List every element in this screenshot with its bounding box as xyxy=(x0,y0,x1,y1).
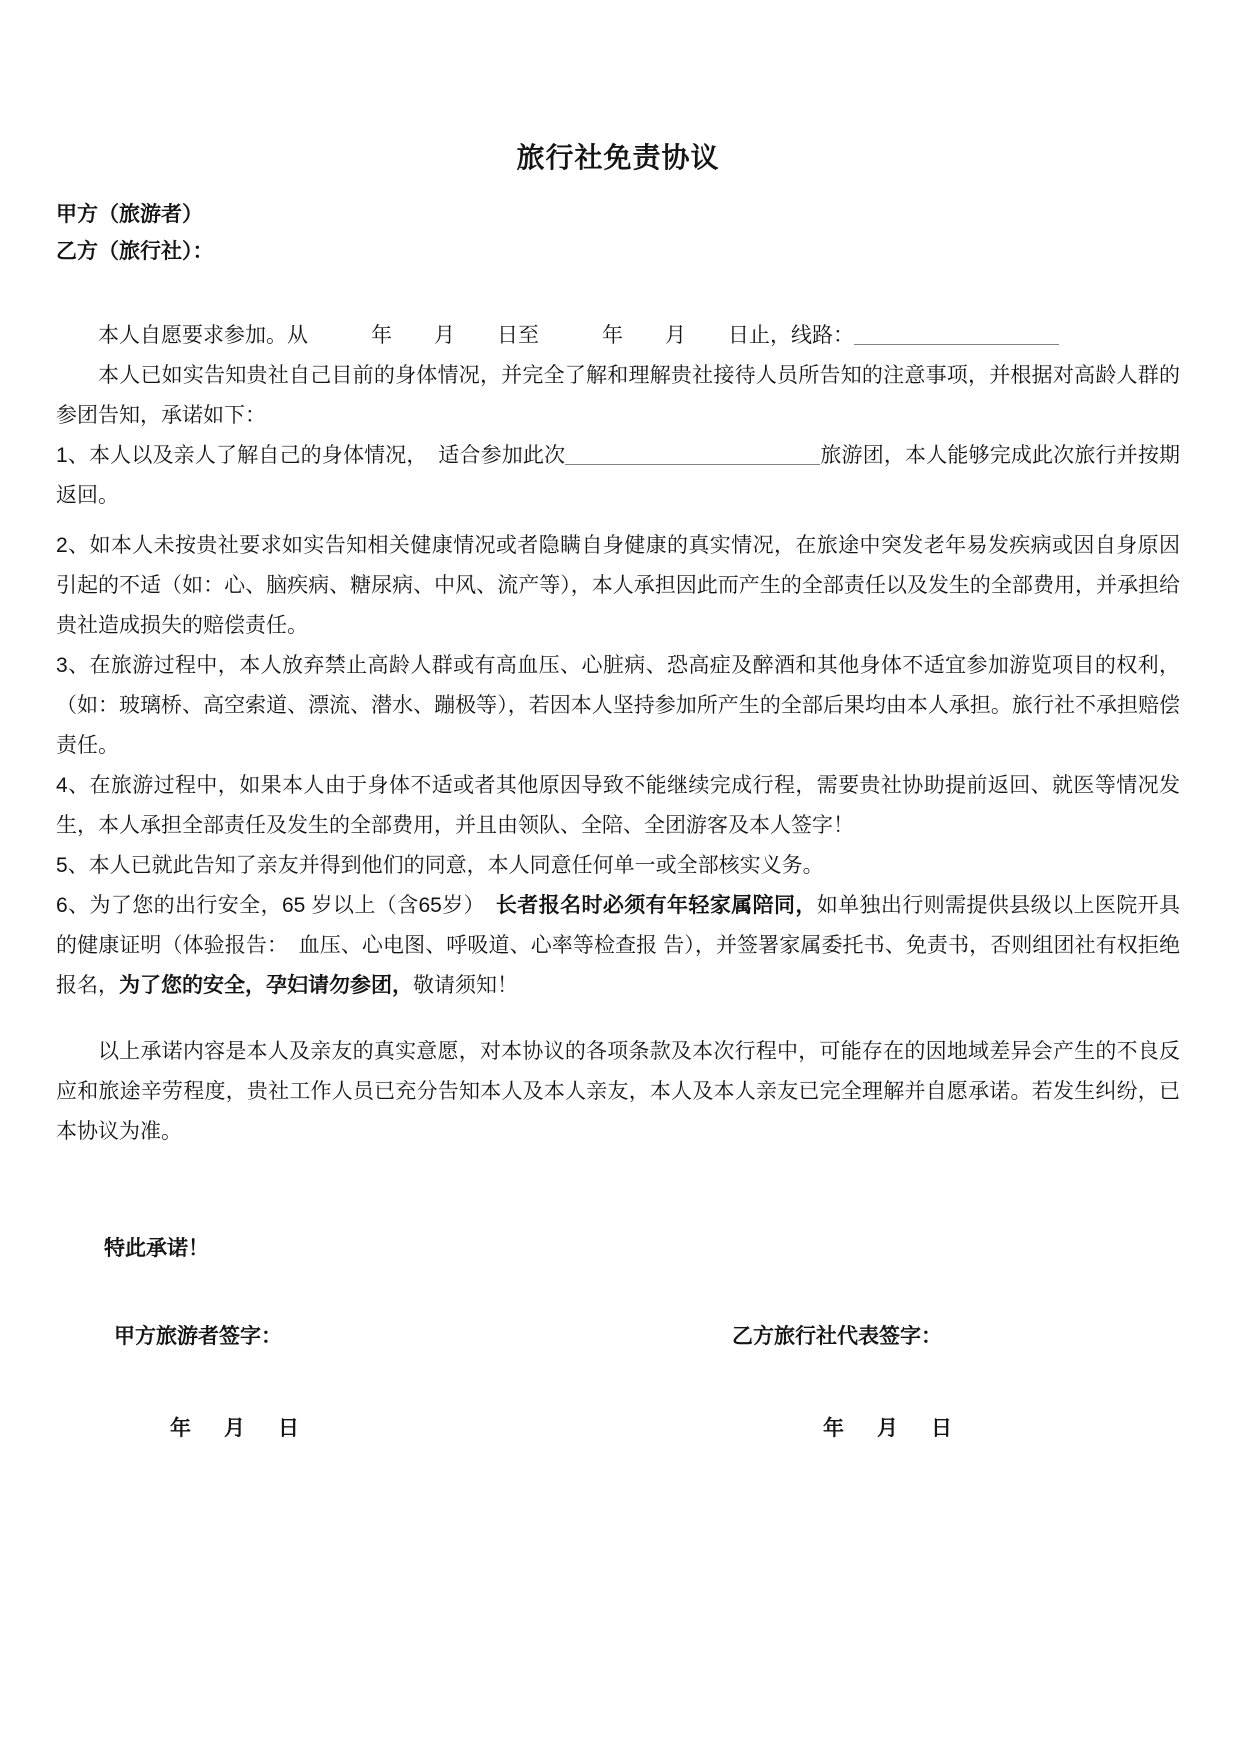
party-b-signature-label: 乙方旅行社代表签字： xyxy=(732,1325,942,1348)
party-a-signature-label: 甲方旅游者签字： xyxy=(114,1325,282,1348)
document-title: 旅行社免责协议 xyxy=(516,142,720,173)
signature-row xyxy=(56,1320,1180,1350)
party-b-date-line: 年 月 日 xyxy=(823,1417,958,1440)
tour-name-blank-line xyxy=(565,444,820,465)
party-a-line: 甲方（旅游者） xyxy=(56,203,203,226)
agreement-body xyxy=(56,316,1180,1152)
text-segment: 为了您的安全，孕妇请勿参团， xyxy=(119,974,413,997)
pledge-line: 特此承诺！ xyxy=(104,1237,209,1260)
clause-2 xyxy=(56,526,1180,646)
clause-4 xyxy=(56,766,1180,846)
clause-5 xyxy=(56,846,1180,886)
clause-6 xyxy=(56,886,1180,1006)
closing-statement xyxy=(56,1032,1180,1152)
text-segment: 敬请须知！ xyxy=(413,974,518,997)
clause-3 xyxy=(56,646,1180,766)
text-segment: 4、在旅游过程中，如果本人由于身体不适或者其他原因导致不能继续完成行程，需要贵社协助提前返回、就医等情况发生，本人承担全部责任及发生的全部费用，并且由领队、全陪、全团游客及本人签字！ xyxy=(56,774,1180,837)
text-segment: 如单独出行则需提供县级以上医院开具的健康证明（体验报告： 血压、心电图、呼吸道、心率等检查报 告），并签署家属委托书、免责书，否则组团社有权拒绝报名， xyxy=(56,894,1181,997)
date-row xyxy=(56,1412,1180,1442)
text-segment: 以上承诺内容是本人及亲友的真实意愿，对本协议的各项条款及本次行程中，可能存在的因地域差异会产生的不良反应和旅途辛劳程度，贵社工作人员已充分告知本人及本人亲友，本人及本人亲友已完全理解并自愿承诺。若发生纠纷，已本协议为准。 xyxy=(56,1040,1180,1143)
text-segment: 3、在旅游过程中，本人放弃禁止高龄人群或有高血压、心脏病、恐高症及醉酒和其他身体不适宜参加游览项目的权利，（如：玻璃桥、高空索道、漂流、潜水、蹦极等），若因本人坚持参加所产生的全部后果均由本人承担。旅行社不承担赔偿责任。 xyxy=(56,654,1180,757)
party-b-line: 乙方（旅行社）： xyxy=(56,240,214,263)
intro-health-disclosure xyxy=(56,356,1180,436)
route-blank-line xyxy=(854,324,1059,345)
text-segment: 1、本人以及亲人了解自己的身体情况， 适合参加此次 xyxy=(56,444,566,467)
text-segment: 本人自愿要求参加。从 年 月 日至 年 月 日止，线路： xyxy=(98,324,854,347)
text-segment: 旅游团，本人能够完成此次旅行并按期返回。 xyxy=(56,444,1180,507)
text-segment: 长者报名时必须有年轻家属陪同， xyxy=(495,894,817,917)
intro-route-line xyxy=(56,316,1180,356)
text-segment: 5、本人已就此告知了亲友并得到他们的同意，本人同意任何单一或全部核实义务。 xyxy=(56,854,824,877)
text-segment: 6、为了您的出行安全，65 岁以上（含65岁） xyxy=(56,894,496,917)
party-a-date-line: 年 月 日 xyxy=(170,1417,305,1440)
text-segment: 本人已如实告知贵社自己目前的身体情况，并完全了解和理解贵社接待人员所告知的注意事项，并根据对高龄人群的参团告知，承诺如下： xyxy=(56,364,1180,427)
clause-1 xyxy=(56,436,1180,516)
text-segment: 2、如本人未按贵社要求如实告知相关健康情况或者隐瞒自身健康的真实情况，在旅途中突发老年易发疾病或因自身原因引起的不适（如：心、脑疾病、糖尿病、中风、流产等），本人承担因此而产生的全部责任以及发生的全部费用，并承担给贵社造成损失的赔偿责任。 xyxy=(56,534,1180,637)
